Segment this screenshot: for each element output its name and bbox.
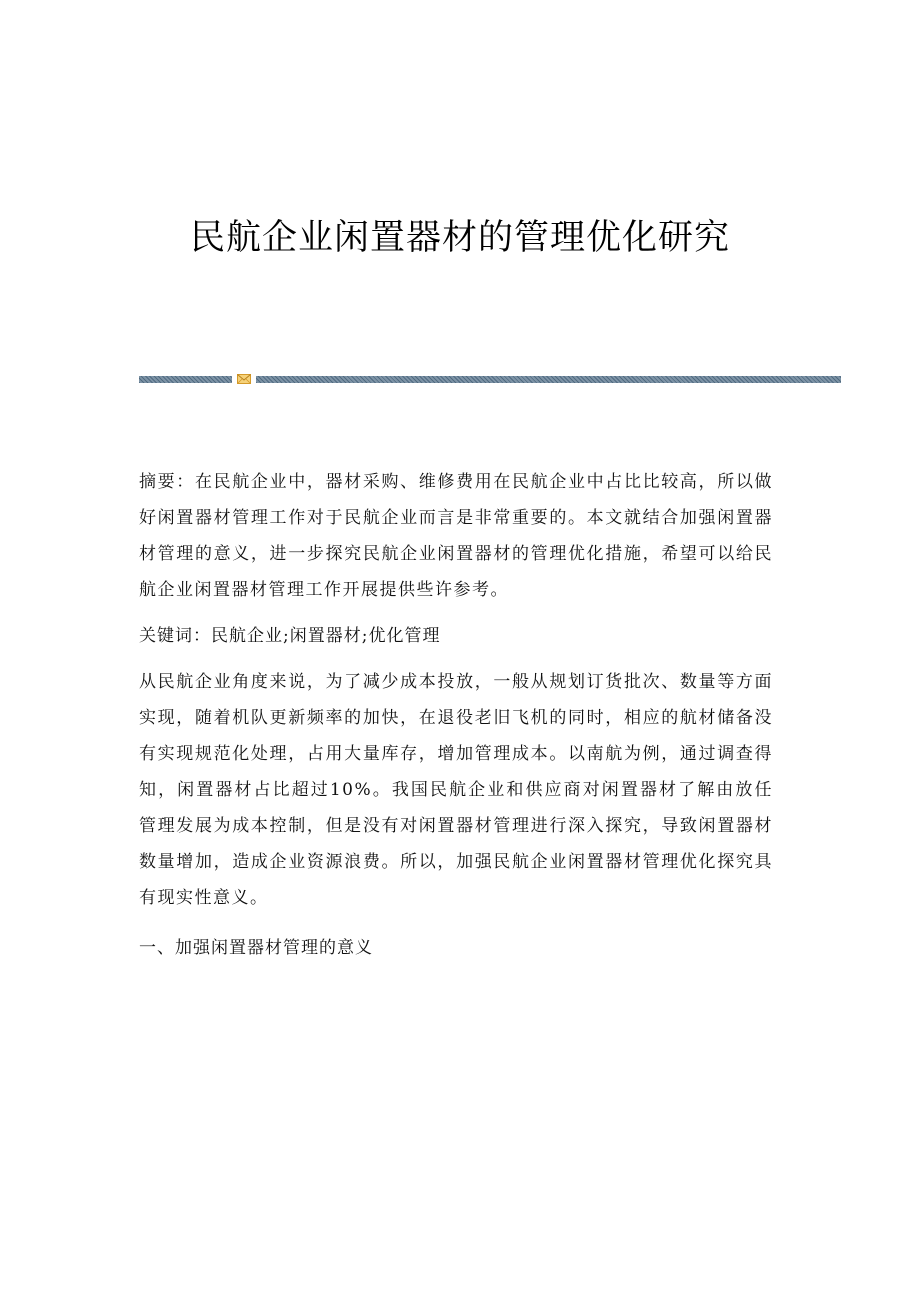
document-body [139,464,773,966]
abstract-paragraph: 摘要：在民航企业中，器材采购、维修费用在民航企业中占比比较高，所以做好闲置器材管理工作对于民航企业而言是非常重要的。本文就结合加强闲置器材管理的意义，进一步探究民航企业闲置器材的管理优化措施，希望可以给民航企业闲置器材管理工作开展提供些许参考。 [139,472,773,600]
keywords-line: 关键词：民航企业;闲置器材;优化管理 [139,626,441,646]
section-heading: 一、加强闲置器材管理的意义 [139,938,373,958]
title-divider [139,373,841,385]
intro-paragraph: 从民航企业角度来说，为了减少成本投放，一般从规划订货批次、数量等方面实现，随着机队更新频率的加快，在退役老旧飞机的同时，相应的航材储备没有实现规范化处理，占用大量库存，增加管理成本。以南航为例，通过调查得知，闲置器材占比超过10%。我国民航企业和供应商对闲置器材了解由放任管理发展为成本控制，但是没有对闲置器材管理进行深入探究，导致闲置器材数量增加，造成企业资源浪费。所以，加强民航企业闲置器材管理优化探究具有现实性意义。 [139,672,773,908]
divider-bar-left [139,376,232,383]
page-title: 民航企业闲置器材的管理优化研究 [189,218,730,258]
envelope-ornament-icon [237,373,251,385]
divider-bar-right [256,376,841,383]
